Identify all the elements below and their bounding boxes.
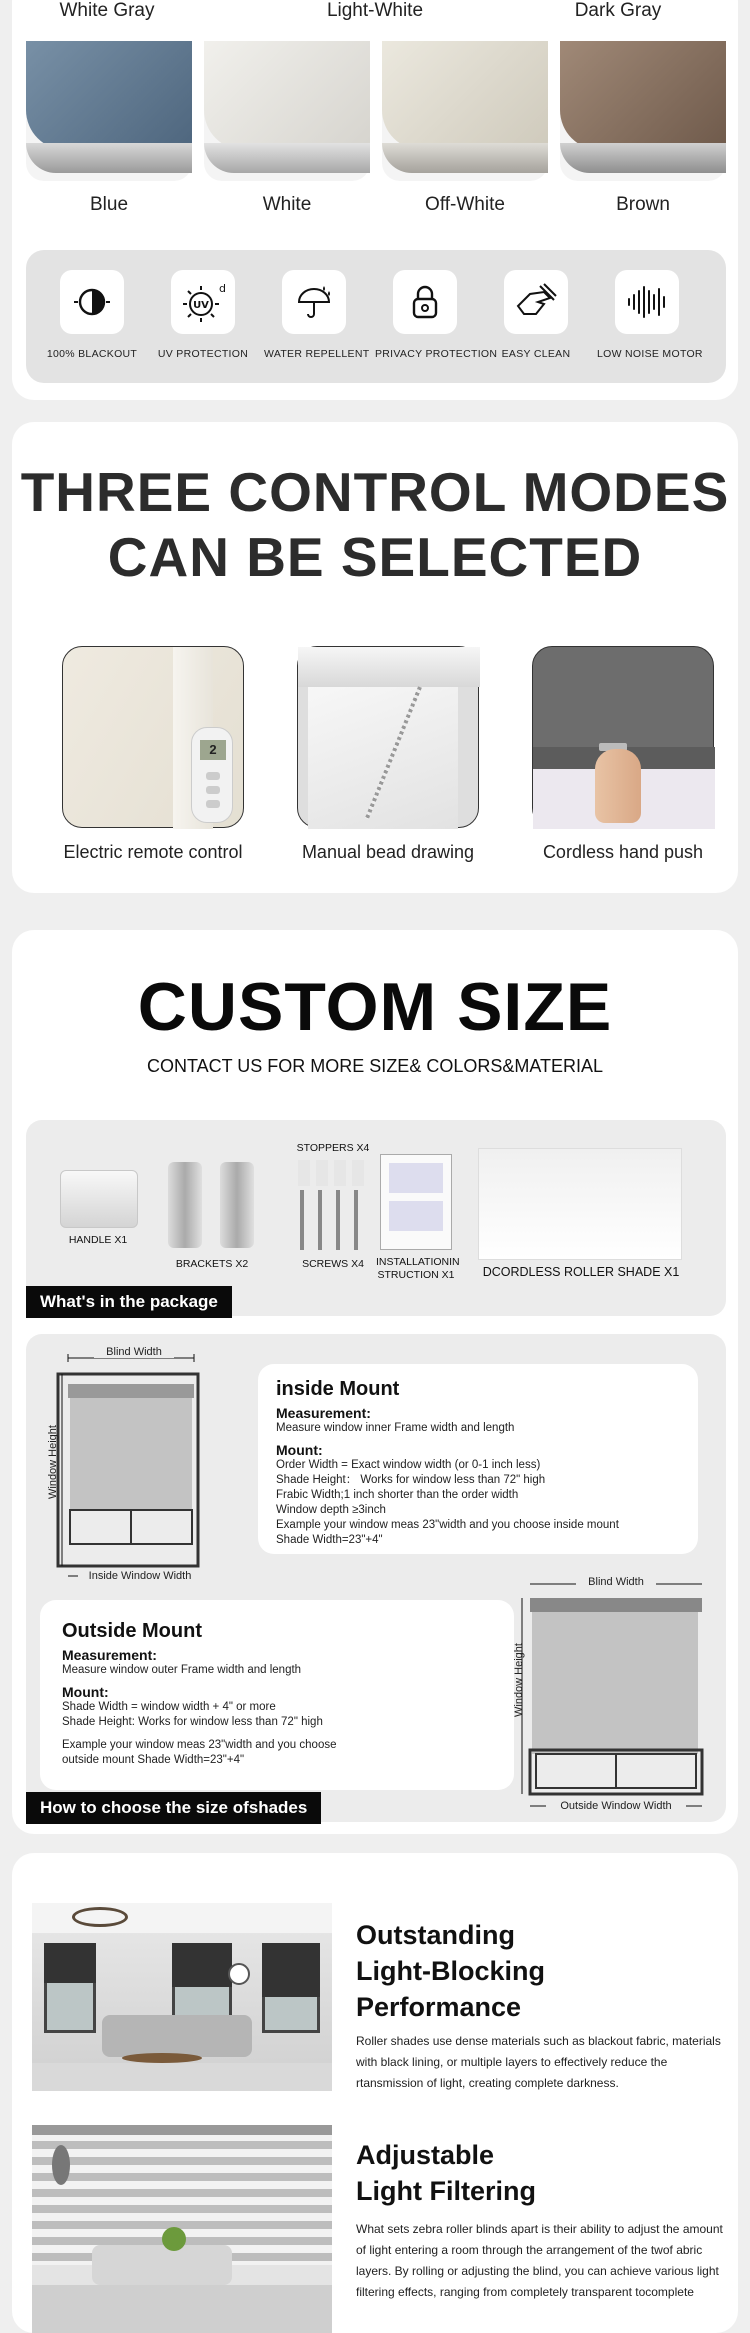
- inside-measurement-text: Measure window inner Frame width and length: [276, 1422, 515, 1434]
- package-item-shade: DCORDLESS ROLLER SHADE X1: [482, 1265, 680, 1279]
- custom-size-card: [12, 930, 738, 1834]
- feature-uv: [153, 270, 253, 360]
- mode-cordless-image: [532, 646, 714, 828]
- feature-clean: [486, 270, 586, 360]
- package-item-screws: SCREWS X4: [302, 1258, 364, 1270]
- package-tag: What's in the package: [26, 1286, 232, 1318]
- svg-text:d: d: [219, 282, 226, 295]
- outside-mount-title: Outside Mount: [62, 1620, 202, 1642]
- feature-privacy: [375, 270, 498, 360]
- filtering-text: [356, 2137, 726, 2303]
- instruction-image: [380, 1154, 452, 1250]
- handle-image: [60, 1170, 138, 1228]
- package-item-stoppers: STOPPERS X4: [296, 1142, 370, 1154]
- filtering-title-line: Light Filtering: [356, 2176, 536, 2206]
- inside-mount-line: Shade Width=23"+4": [276, 1534, 383, 1546]
- filtering-title-line: Adjustable: [356, 2140, 495, 2170]
- inside-mount-title: inside Mount: [276, 1378, 400, 1400]
- blackout-text: [356, 1917, 724, 2094]
- performance-card: [12, 1853, 738, 2333]
- modes-title-line1: THREE CONTROL MODES: [20, 461, 730, 523]
- svg-text:UV: UV: [193, 300, 209, 311]
- outside-example-line: outside mount Shade Width=23"+4": [62, 1754, 245, 1766]
- custom-size-title: CUSTOM SIZE: [137, 969, 613, 1045]
- inside-measurement-heading: Measurement:: [276, 1405, 371, 1421]
- blackout-icon: [72, 282, 112, 322]
- custom-size-subtitle: CONTACT US FOR MORE SIZE& COLORS&MATERIAL: [146, 1056, 604, 1076]
- inside-mount-line: Shade Height： Works for window less than 72" high: [276, 1474, 546, 1486]
- outside-blind-width-label: Blind Width: [576, 1576, 656, 1588]
- remote-icon: [191, 727, 233, 823]
- outside-mount-box: [40, 1600, 514, 1790]
- swatch-label-white: White: [262, 194, 312, 215]
- swatch-label-off-white: Off-White: [425, 194, 505, 215]
- bracket-image: [168, 1162, 202, 1248]
- room-zebra-image: [32, 2125, 332, 2333]
- swatch-label-blue: Blue: [89, 194, 129, 215]
- feature-panel: [26, 250, 726, 383]
- inside-blind-width-label: Blind Width: [94, 1346, 174, 1358]
- feature-label: LOW NOISE MOTOR: [597, 348, 703, 360]
- package-item-instruction: INSTALLATIONIN STRUCTION X1: [376, 1256, 460, 1281]
- swatch-blue[interactable]: [26, 41, 192, 181]
- inside-mount-line: Order Width = Exact window width (or 0-1 inch less): [276, 1459, 541, 1471]
- mode-label-cordless: Cordless hand push: [542, 842, 704, 862]
- color-label-dark-gray: Dark Gray: [574, 0, 662, 21]
- blackout-title-line: Performance: [356, 1992, 522, 2022]
- outside-mount-heading: Mount:: [62, 1684, 109, 1700]
- filtering-body: What sets zebra roller blinds apart is their ability to adjust the amount of light entering a room through the arrangement of the twof abric layers. By rolling or adjusting the blind, you can achieve various light filtering effects, ranging from completely transparent tocomplete: [356, 2222, 723, 2299]
- bracket-image: [220, 1162, 254, 1248]
- outside-example-line: Example your window meas 23"width and you choose: [62, 1739, 337, 1751]
- inside-window-width-label: Inside Window Width: [78, 1570, 202, 1582]
- size-panel: [26, 1334, 726, 1822]
- outside-measurement-text: Measure window outer Frame width and length: [62, 1664, 302, 1676]
- lock-icon: [405, 282, 445, 322]
- mode-label-bead: Manual bead drawing: [301, 842, 475, 862]
- size-guide-tag: How to choose the size ofshades: [26, 1792, 321, 1824]
- feature-water: [264, 270, 370, 360]
- blackout-title-line: Outstanding: [356, 1920, 515, 1950]
- package-item-brackets: BRACKETS X2: [175, 1258, 249, 1270]
- stoppers-image: [298, 1160, 370, 1186]
- inside-mount-line: Example your window meas 23"width and you choose inside mount: [276, 1519, 619, 1531]
- outside-mount-diagram: [516, 1574, 706, 1820]
- uv-icon: [181, 280, 225, 324]
- hand-wipe-icon: [514, 282, 558, 322]
- sound-wave-icon: [625, 282, 669, 322]
- mode-remote-image: [62, 646, 244, 828]
- feature-label: 100% BLACKOUT: [46, 348, 138, 360]
- remote-display: 2: [200, 740, 226, 760]
- hand-icon: [595, 749, 641, 823]
- outside-window-width-label: Outside Window Width: [546, 1800, 686, 1812]
- colors-card: [12, 0, 738, 400]
- mode-bead-image: [297, 646, 479, 828]
- swatch-off-white[interactable]: [382, 41, 548, 181]
- blackout-body: Roller shades use dense materials such as blackout fabric, materials with black lining, or multiple layers to effectively reduce the rtansmission of light, creating complete darkness.: [356, 2034, 721, 2090]
- inside-mount-diagram: [52, 1344, 200, 1586]
- feature-label: EASY CLEAN: [501, 348, 571, 360]
- blackout-title-line: Light-Blocking: [356, 1956, 545, 1986]
- roller-shade-image: [478, 1148, 682, 1260]
- color-label-light-white: Light-White: [326, 0, 424, 21]
- feature-label: UV PROTECTION: [157, 348, 249, 360]
- modes-title-line2: CAN BE SELECTED: [107, 526, 643, 588]
- swatch-brown[interactable]: [560, 41, 726, 181]
- mode-label-remote: Electric remote control: [63, 842, 243, 862]
- control-modes-card: [12, 422, 738, 893]
- feature-label: PRIVACY PROTECTION: [375, 348, 498, 360]
- umbrella-icon: [294, 282, 334, 322]
- outside-mount-line: Shade Height: Works for window less than 72" high: [62, 1716, 323, 1728]
- outside-mount-line: Shade Width = window width + 4" or more: [62, 1701, 276, 1713]
- outside-window-height-label: Window Height: [513, 1643, 525, 1717]
- room-blackout-image: [32, 1903, 332, 2091]
- swatch-label-brown: Brown: [616, 194, 670, 215]
- feature-label: WATER REPELLENT: [264, 348, 370, 360]
- feature-blackout: [42, 270, 142, 360]
- feature-motor: [597, 270, 703, 360]
- screws-image: [300, 1190, 370, 1250]
- color-label-white-gray: White Gray: [59, 0, 155, 21]
- outside-measurement-heading: Measurement:: [62, 1647, 157, 1663]
- inside-mount-line: Frabic Width;1 inch shorter than the order width: [276, 1489, 519, 1501]
- inside-mount-heading: Mount:: [276, 1442, 323, 1458]
- inside-mount-box: [258, 1364, 698, 1554]
- inside-mount-line: Window depth ≥3inch: [276, 1504, 386, 1516]
- swatch-white[interactable]: [204, 41, 370, 181]
- package-item-handle: HANDLE X1: [68, 1234, 128, 1246]
- inside-window-height-label: Window Height: [47, 1425, 59, 1499]
